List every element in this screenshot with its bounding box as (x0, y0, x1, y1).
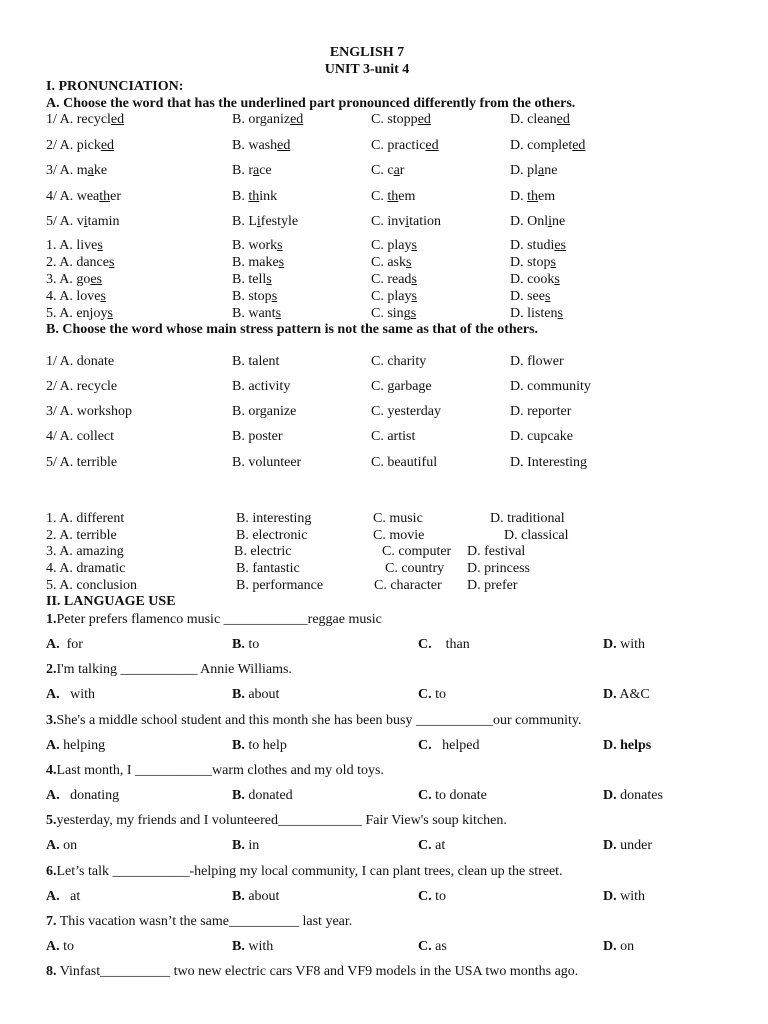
stress-option: B. volunteer (232, 455, 302, 470)
question-stem (46, 963, 578, 980)
option-text: 4. A. love (46, 289, 101, 304)
underlined-part: s (277, 238, 283, 253)
instruction-a: A. Choose the word that has the underlined part pronounced differently from the others. (46, 96, 576, 111)
pronunciation-option (371, 254, 411, 271)
stress-option: 4. A. dramatic (46, 561, 126, 576)
option-text: 3/ A. m (46, 163, 88, 178)
option-text: about (244, 889, 280, 904)
stress-option: B. electric (234, 544, 292, 559)
stress-option: D. classical (504, 528, 569, 543)
pronunciation-option (46, 213, 120, 230)
option-text: D. stop (510, 255, 551, 270)
option-text: at (59, 889, 81, 904)
option-letter: B. (232, 889, 245, 904)
pronunciation-option (46, 254, 114, 271)
option-text: C. inv (371, 214, 406, 229)
pronunciation-option (510, 111, 570, 128)
option-text: donates (616, 788, 663, 803)
question-number: 6. (46, 864, 57, 879)
pronunciation-option (46, 137, 114, 154)
pronunciation-option (46, 162, 107, 179)
option-text: C. read (371, 272, 412, 287)
pronunciation-option (371, 213, 441, 230)
stress-option: 1. A. different (46, 511, 125, 526)
stress-option: C. computer (382, 544, 452, 559)
underlined-part: ed (100, 138, 115, 153)
stress-option: B. performance (236, 578, 324, 593)
option-text: 2/ A. pick (46, 138, 101, 153)
option-text: in (244, 838, 260, 853)
option-text: to (431, 889, 447, 904)
pronunciation-option (510, 288, 550, 305)
underlined-part: i (405, 214, 410, 229)
pronunciation-option (232, 137, 290, 154)
underlined-part: es (90, 272, 103, 287)
underlined-part: s (266, 272, 272, 287)
option-text: ink (259, 189, 278, 204)
option-text: C. play (371, 238, 412, 253)
stress-option: D. Interesting (510, 455, 587, 470)
option-text: 1. A. live (46, 238, 98, 253)
question-text: yesterday, my friends and I volunteered____________ Fair View's soup kitchen. (56, 813, 507, 828)
underlined-part: s (108, 255, 115, 270)
option-text: C. ask (371, 255, 406, 270)
underlined-part: s (278, 255, 285, 270)
pronunciation-option (371, 305, 416, 322)
question-number: 7. (46, 914, 57, 929)
option-letter: B. (232, 738, 245, 753)
option-letter: A. (46, 889, 60, 904)
answer-option[interactable] (603, 686, 650, 703)
pronunciation-option (510, 188, 555, 205)
question-text: Let’s talk ___________-helping my local community, I can plant trees, clean up the street. (56, 864, 563, 879)
option-letter: B. (232, 788, 245, 803)
question-number: 8. (46, 964, 57, 979)
option-text: 5/ A. v (46, 214, 84, 229)
stress-option: 5. A. conclusion (46, 578, 137, 593)
pronunciation-option (510, 162, 557, 179)
option-letter: A. (46, 687, 60, 702)
option-text: ce (259, 163, 272, 178)
option-text: r (399, 163, 405, 178)
underlined-part: th (248, 189, 260, 204)
option-text: festyle (260, 214, 299, 229)
stress-option: 3. A. amazing (46, 544, 124, 559)
option-text: em (538, 189, 556, 204)
question-stem (46, 762, 384, 779)
option-text: 3. A. go (46, 272, 91, 287)
underlined-part: i (256, 214, 261, 229)
stress-option: 2. A. terrible (46, 528, 117, 543)
underlined-part: a (253, 163, 260, 178)
answer-option[interactable] (46, 787, 119, 804)
stress-option: C. character (374, 578, 442, 593)
answer-option[interactable] (46, 888, 80, 905)
pronunciation-option (510, 237, 566, 254)
option-text: for (59, 637, 83, 652)
pronunciation-option (510, 271, 560, 288)
stress-option: C. charity (371, 354, 427, 369)
underlined-part: s (271, 289, 278, 304)
option-letter: B. (232, 838, 245, 853)
underlined-part: ed (290, 112, 304, 127)
underlined-part: a (87, 163, 94, 178)
option-letter: C. (418, 939, 432, 954)
stress-option: 2/ A. recycle (46, 379, 118, 394)
option-letter: C. (418, 838, 432, 853)
underlined-part: s (100, 289, 106, 304)
underlined-part: s (557, 306, 563, 321)
pronunciation-option (232, 162, 272, 179)
question-stem (46, 712, 582, 729)
stress-option: C. movie (373, 528, 425, 543)
pronunciation-option (510, 254, 556, 271)
option-letter: C. (418, 738, 432, 753)
option-letter: D. (603, 687, 617, 702)
stress-option: C. music (373, 511, 423, 526)
option-text: helping (59, 738, 106, 753)
underlined-part: s (107, 306, 113, 321)
pronunciation-option (232, 111, 303, 128)
stress-option: C. artist (371, 429, 416, 444)
stress-option: D. flower (510, 354, 564, 369)
answer-option[interactable] (418, 938, 447, 955)
option-text: B. want (232, 306, 276, 321)
option-letter: A. (46, 838, 60, 853)
option-letter: B. (232, 939, 245, 954)
option-text: B. L (232, 214, 257, 229)
question-stem (46, 863, 563, 880)
underlined-part: ed (572, 138, 586, 153)
question-number: 3. (46, 713, 57, 728)
option-text: B. work (232, 238, 278, 253)
question-text: Last month, I ___________warm clothes and my old toys. (56, 763, 384, 778)
option-letter: D. (603, 637, 617, 652)
underlined-part: ed (417, 112, 431, 127)
question-number: 4. (46, 763, 57, 778)
answer-option[interactable] (603, 636, 645, 653)
answer-option[interactable] (603, 787, 663, 804)
underlined-part: ed (110, 112, 125, 127)
answer-option[interactable] (418, 737, 479, 754)
option-letter: D. (603, 838, 617, 853)
stress-option: D. prefer (467, 578, 518, 593)
option-text: 5. A. enjoy (46, 306, 108, 321)
stress-option: D. reporter (510, 404, 572, 419)
pronunciation-option (46, 288, 106, 305)
underlined-part: a (538, 163, 545, 178)
option-text: about (244, 687, 280, 702)
question-stem (46, 913, 352, 930)
pronunciation-option (232, 188, 277, 205)
option-text: B. make (232, 255, 279, 270)
answer-option[interactable] (418, 686, 446, 703)
underlined-part: s (97, 238, 103, 253)
underlined-part: s (411, 289, 417, 304)
option-text: with (616, 889, 646, 904)
option-text: under (616, 838, 653, 853)
question-text: Vinfast__________ two new electric cars VF8 and VF9 models in the USA two months ago. (56, 964, 579, 979)
answer-option[interactable] (232, 837, 259, 854)
stress-option: B. activity (232, 379, 291, 394)
option-letter: D. (603, 738, 617, 753)
answer-option[interactable] (232, 636, 259, 653)
option-text: C. practic (371, 138, 426, 153)
option-text: B. r (232, 163, 253, 178)
answer-option[interactable] (418, 636, 470, 653)
stress-option: 1/ A. donate (46, 354, 115, 369)
option-text: B. organiz (232, 112, 291, 127)
stress-option: C. yesterday (371, 404, 441, 419)
option-text: B. tell (232, 272, 267, 287)
option-text: ne (552, 214, 566, 229)
pronunciation-option (232, 237, 283, 254)
pronunciation-option (510, 213, 565, 230)
pronunciation-option (46, 237, 103, 254)
option-text: B. (232, 189, 249, 204)
underlined-part: s (275, 306, 282, 321)
option-text: C. (371, 189, 388, 204)
option-text: B. stop (232, 289, 272, 304)
underlined-part: s (554, 272, 560, 287)
underlined-part: s (411, 272, 417, 287)
option-text: with (244, 939, 274, 954)
option-letter: D. (603, 889, 617, 904)
answer-option[interactable] (232, 787, 293, 804)
stress-option: B. organize (232, 404, 297, 419)
option-text: C. c (371, 163, 394, 178)
answer-option[interactable] (232, 888, 279, 905)
option-text: D. complet (510, 138, 573, 153)
answer-option[interactable] (603, 938, 634, 955)
pronunciation-option (371, 137, 439, 154)
option-text: at (431, 838, 446, 853)
underlined-part: s (411, 238, 417, 253)
option-text: 2. A. dance (46, 255, 109, 270)
underlined-part: th (99, 189, 111, 204)
question-text: This vacation wasn’t the same__________ last year. (56, 914, 353, 929)
stress-option: D. traditional (490, 511, 565, 526)
pronunciation-option (371, 111, 431, 128)
underlined-part: i (83, 214, 88, 229)
stress-option: D. festival (467, 544, 526, 559)
pronunciation-option (232, 305, 281, 322)
option-letter: C. (418, 687, 432, 702)
option-text: tation (409, 214, 442, 229)
answer-option[interactable] (46, 636, 83, 653)
option-text: D. see (510, 289, 545, 304)
option-text: to donate (431, 788, 487, 803)
pronunciation-option (46, 188, 121, 205)
option-text: as (431, 939, 447, 954)
underlined-part: s (550, 255, 556, 270)
stress-option: B. poster (232, 429, 283, 444)
option-text: tamin (87, 214, 120, 229)
option-letter: C. (418, 637, 432, 652)
worksheet-subtitle: UNIT 3-unit 4 (324, 62, 410, 77)
stress-option: C. beautiful (371, 455, 438, 470)
option-text: D. pl (510, 163, 538, 178)
option-text: to help (244, 738, 287, 753)
underlined-part: s (410, 306, 417, 321)
option-text: helped (431, 738, 480, 753)
stress-option: D. cupcake (510, 429, 573, 444)
underlined-part: a (393, 163, 400, 178)
underlined-part: th (527, 189, 539, 204)
answer-option[interactable] (418, 888, 446, 905)
pronunciation-option (232, 213, 298, 230)
question-number: 5. (46, 813, 57, 828)
pronunciation-option (46, 271, 102, 288)
underlined-part: es (554, 238, 567, 253)
option-text: 1/ A. recycl (46, 112, 111, 127)
section-heading-language-use: II. LANGUAGE USE (46, 594, 176, 609)
worksheet-title: ENGLISH 7 (329, 45, 405, 60)
question-stem (46, 611, 382, 628)
question-stem (46, 812, 507, 829)
option-text: to (59, 939, 75, 954)
question-number: 2. (46, 662, 57, 677)
option-letter: A. (46, 637, 60, 652)
answer-option[interactable] (46, 686, 95, 703)
option-text: A&C (616, 687, 650, 702)
option-text: C. sing (371, 306, 411, 321)
option-text: er (110, 189, 122, 204)
option-text: ne (544, 163, 558, 178)
stress-option: B. talent (232, 354, 280, 369)
pronunciation-option (46, 111, 124, 128)
option-text: with (616, 637, 646, 652)
option-text: D. (510, 189, 528, 204)
option-text: 4/ A. wea (46, 189, 100, 204)
pronunciation-option (371, 162, 404, 179)
question-text: Peter prefers flamenco music ____________reggae music (56, 612, 382, 627)
option-text: on (59, 838, 78, 853)
pronunciation-option (371, 188, 415, 205)
instruction-b: B. Choose the word whose main stress pattern is not the same as that of the others. (46, 322, 539, 337)
option-letter: B. (232, 687, 245, 702)
pronunciation-option (232, 254, 284, 271)
answer-option[interactable] (603, 737, 651, 754)
pronunciation-option (371, 288, 417, 305)
stress-option: B. fantastic (236, 561, 300, 576)
option-text: helps (616, 738, 652, 753)
answer-option[interactable] (418, 787, 487, 804)
answer-option[interactable] (603, 837, 652, 854)
option-text: C. play (371, 289, 412, 304)
option-letter: A. (46, 738, 60, 753)
answer-option[interactable] (603, 888, 645, 905)
pronunciation-option (510, 137, 585, 154)
option-letter: D. (603, 939, 617, 954)
option-text: em (398, 189, 416, 204)
underlined-part: ed (556, 112, 570, 127)
pronunciation-option (232, 271, 272, 288)
option-text: with (59, 687, 96, 702)
option-letter: B. (232, 637, 245, 652)
pronunciation-option (371, 271, 417, 288)
option-text: than (431, 637, 470, 652)
stress-option: D. community (510, 379, 591, 394)
option-text: D. listen (510, 306, 558, 321)
answer-option[interactable] (418, 837, 445, 854)
option-text: C. stopp (371, 112, 418, 127)
pronunciation-option (371, 237, 417, 254)
option-text: D. clean (510, 112, 557, 127)
question-number: 1. (46, 612, 57, 627)
question-text: I'm talking ___________ Annie Williams. (56, 662, 292, 677)
option-text: ke (93, 163, 108, 178)
stress-option: 5/ A. terrible (46, 455, 118, 470)
option-text: D. studi (510, 238, 555, 253)
underlined-part: ed (425, 138, 439, 153)
answer-option[interactable] (46, 837, 77, 854)
underlined-part: i (548, 214, 553, 229)
pronunciation-option (232, 288, 277, 305)
option-text: to (431, 687, 447, 702)
stress-option: D. princess (467, 561, 530, 576)
underlined-part: s (545, 289, 551, 304)
pronunciation-option (510, 305, 563, 322)
option-letter: A. (46, 939, 60, 954)
underlined-part: s (406, 255, 412, 270)
stress-option: 3/ A. workshop (46, 404, 132, 419)
question-stem (46, 661, 292, 678)
option-letter: A. (46, 788, 60, 803)
pronunciation-option (46, 305, 113, 322)
section-heading-pronunciation: I. PRONUNCIATION: (46, 79, 184, 94)
option-text: D. cook (510, 272, 555, 287)
option-text: on (616, 939, 635, 954)
answer-option[interactable] (46, 938, 74, 955)
option-letter: C. (418, 788, 432, 803)
answer-option[interactable] (232, 737, 287, 754)
option-letter: C. (418, 889, 432, 904)
underlined-part: th (387, 189, 399, 204)
option-text: donated (244, 788, 293, 803)
stress-option: B. electronic (236, 528, 308, 543)
stress-option: 4/ A. collect (46, 429, 115, 444)
option-text: D. Onl (510, 214, 549, 229)
option-text: to (244, 637, 260, 652)
answer-option[interactable] (46, 737, 105, 754)
stress-option: C. country (385, 561, 445, 576)
stress-option: B. interesting (236, 511, 312, 526)
answer-option[interactable] (232, 686, 279, 703)
option-text: B. wash (232, 138, 278, 153)
option-text: donating (59, 788, 120, 803)
question-text: She's a middle school student and this month she has been busy ___________our community. (56, 713, 582, 728)
stress-option: C. garbage (371, 379, 432, 394)
underlined-part: ed (277, 138, 291, 153)
option-letter: D. (603, 788, 617, 803)
answer-option[interactable] (232, 938, 273, 955)
